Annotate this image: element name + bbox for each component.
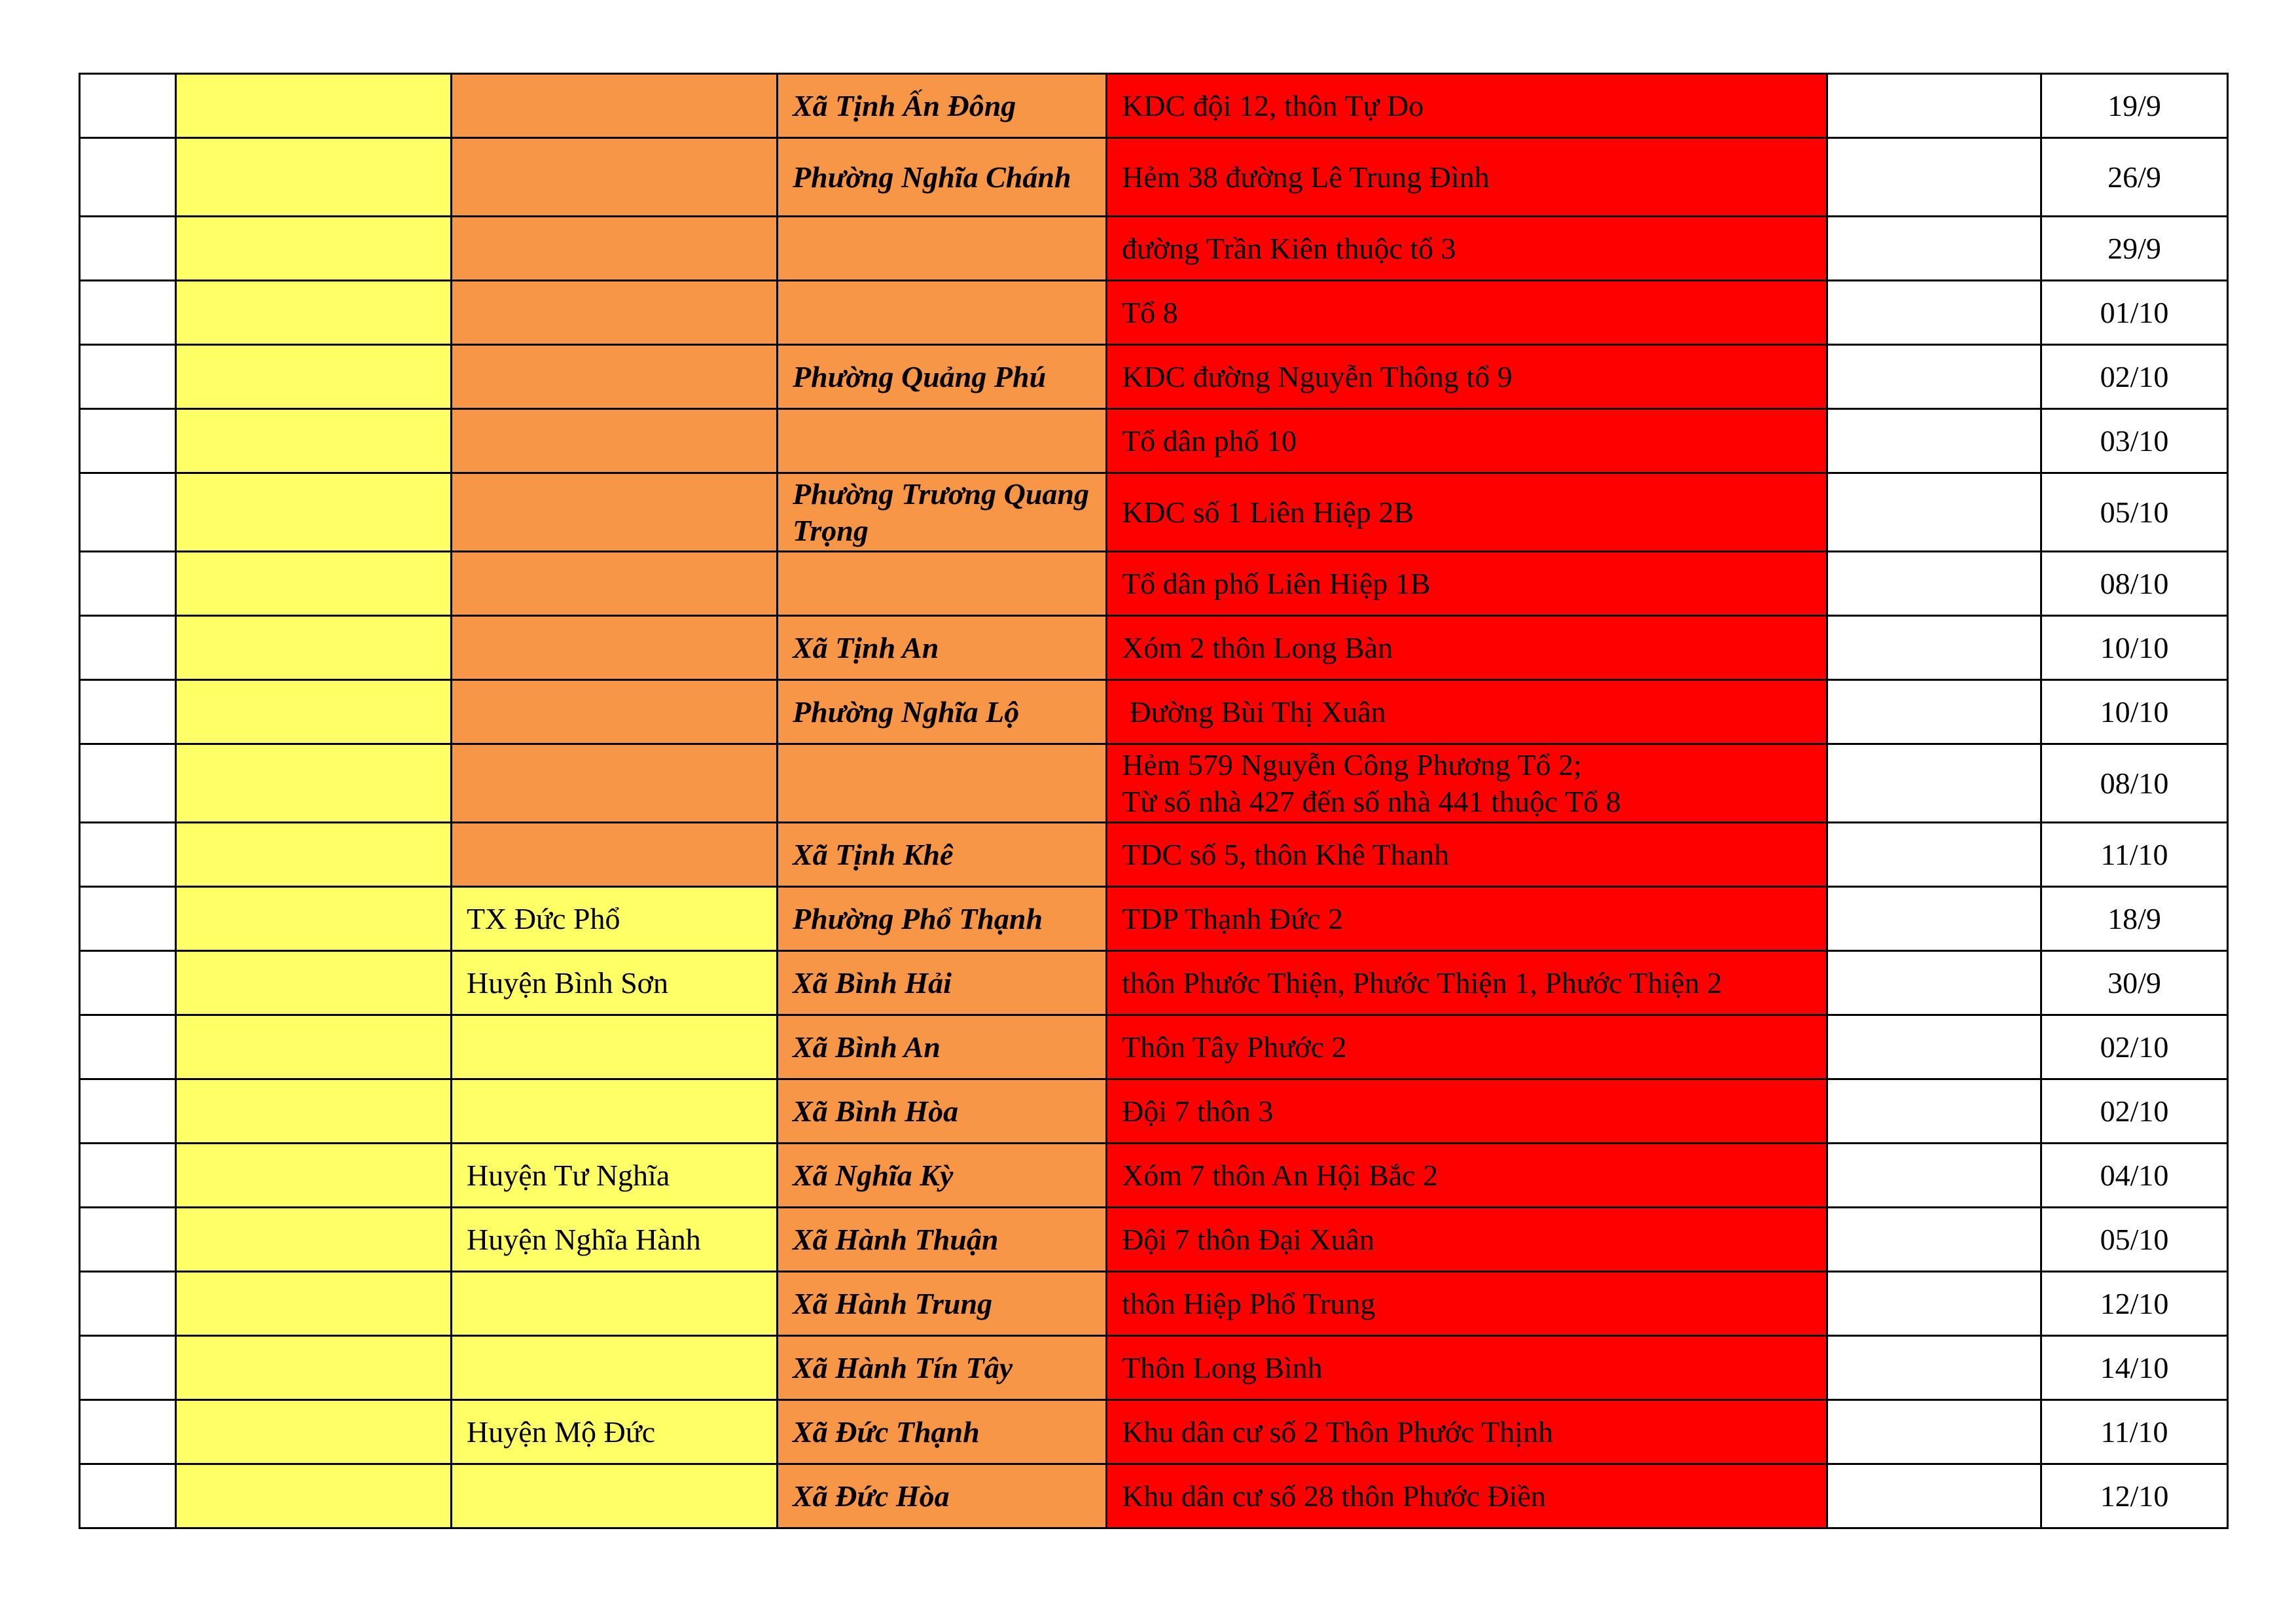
province-cell (176, 1336, 452, 1400)
table-row (80, 345, 2228, 409)
date-cell: 04/10 (2041, 1144, 2228, 1208)
index-cell (80, 138, 176, 217)
commune-cell: Phường Phổ Thạnh (778, 887, 1107, 951)
district-cell (452, 473, 778, 552)
location-cell (1107, 74, 1827, 138)
location-cell (1107, 1464, 1827, 1528)
index-cell (80, 1208, 176, 1272)
province-cell (176, 1079, 452, 1144)
commune-cell: Xã Hành Trung (778, 1272, 1107, 1336)
index-cell (80, 616, 176, 680)
commune-cell: Xã Bình An (778, 1015, 1107, 1079)
province-cell (176, 744, 452, 823)
location-line: thôn Phước Thiện, Phước Thiện 1, Phước Thiện 2 (1122, 965, 1722, 1000)
table-row (80, 138, 2228, 217)
date-cell: 12/10 (2041, 1272, 2228, 1336)
date-cell: 11/10 (2041, 1400, 2228, 1464)
district-cell: Huyện Mộ Đức (452, 1400, 778, 1464)
district-cell (452, 74, 778, 138)
province-cell (176, 281, 452, 345)
notes-cell (1827, 1144, 2041, 1208)
table-row (80, 281, 2228, 345)
commune-cell: Phường Trương Quang Trọng (778, 473, 1107, 552)
date-cell: 02/10 (2041, 1015, 2228, 1079)
index-cell (80, 823, 176, 887)
date-cell: 02/10 (2041, 1079, 2228, 1144)
province-cell (176, 1015, 452, 1079)
date-cell: 18/9 (2041, 887, 2228, 951)
table-row (80, 1400, 2228, 1464)
index-cell (80, 1144, 176, 1208)
notes-cell (1827, 552, 2041, 616)
district-cell (452, 1272, 778, 1336)
index-cell (80, 951, 176, 1015)
index-cell (80, 1079, 176, 1144)
location-cell (1107, 616, 1827, 680)
location-line: đường Trần Kiên thuộc tổ 3 (1122, 231, 1456, 265)
province-cell (176, 74, 452, 138)
province-cell (176, 1272, 452, 1336)
commune-cell: Xã Tịnh Khê (778, 823, 1107, 887)
location-cell (1107, 1144, 1827, 1208)
commune-cell: Xã Nghĩa Kỳ (778, 1144, 1107, 1208)
location-line: Đường Bùi Thị Xuân (1122, 695, 1386, 729)
date-cell: 11/10 (2041, 823, 2228, 887)
commune-cell (778, 552, 1107, 616)
index-cell (80, 74, 176, 138)
date-cell: 29/9 (2041, 217, 2228, 281)
location-line: Thôn Tây Phước 2 (1122, 1030, 1347, 1064)
index-cell (80, 1400, 176, 1464)
location-line: Xóm 7 thôn An Hội Bắc 2 (1122, 1158, 1438, 1192)
date-cell: 10/10 (2041, 680, 2228, 744)
district-cell (452, 552, 778, 616)
notes-cell (1827, 74, 2041, 138)
index-cell (80, 1336, 176, 1400)
notes-cell (1827, 1272, 2041, 1336)
table-row (80, 409, 2228, 473)
index-cell (80, 887, 176, 951)
commune-cell: Xã Bình Hòa (778, 1079, 1107, 1144)
date-cell: 08/10 (2041, 552, 2228, 616)
commune-cell (778, 409, 1107, 473)
date-cell: 30/9 (2041, 951, 2228, 1015)
location-line: KDC đội 12, thôn Tự Do (1122, 88, 1424, 122)
location-cell (1107, 473, 1827, 552)
notes-cell (1827, 744, 2041, 823)
location-line: Tổ dân phố Liên Hiệp 1B (1122, 566, 1431, 600)
district-cell (452, 409, 778, 473)
index-cell (80, 345, 176, 409)
district-cell (452, 680, 778, 744)
district-cell (452, 744, 778, 823)
location-line: Tổ 8 (1122, 295, 1178, 329)
table-row (80, 744, 2228, 823)
notes-cell (1827, 1015, 2041, 1079)
table-row (80, 887, 2228, 951)
province-cell (176, 823, 452, 887)
location-cell (1107, 345, 1827, 409)
location-cell (1107, 1079, 1827, 1144)
commune-cell: Phường Nghĩa Lộ (778, 680, 1107, 744)
notes-cell (1827, 281, 2041, 345)
location-cell (1107, 409, 1827, 473)
location-cell (1107, 887, 1827, 951)
date-cell: 05/10 (2041, 1208, 2228, 1272)
province-cell (176, 1400, 452, 1464)
notes-cell (1827, 823, 2041, 887)
location-cell (1107, 138, 1827, 217)
index-cell (80, 409, 176, 473)
date-cell: 12/10 (2041, 1464, 2228, 1528)
table-row (80, 951, 2228, 1015)
location-line: Thôn Long Bình (1122, 1350, 1323, 1384)
notes-cell (1827, 616, 2041, 680)
commune-cell: Xã Hành Thuận (778, 1208, 1107, 1272)
location-line: Đội 7 thôn 3 (1122, 1094, 1274, 1128)
location-cell (1107, 217, 1827, 281)
outbreak-locations-table (79, 73, 2229, 1529)
index-cell (80, 1015, 176, 1079)
table-row (80, 1272, 2228, 1336)
location-cell (1107, 680, 1827, 744)
location-cell (1107, 823, 1827, 887)
location-line: Hẻm 579 Nguyễn Công Phương Tổ 2; (1122, 748, 1582, 782)
commune-cell: Phường Quảng Phú (778, 345, 1107, 409)
location-line: Khu dân cư số 28 thôn Phước Điền (1122, 1479, 1546, 1513)
table-row (80, 823, 2228, 887)
province-cell (176, 887, 452, 951)
province-cell (176, 138, 452, 217)
district-cell: Huyện Nghĩa Hành (452, 1208, 778, 1272)
date-cell: 14/10 (2041, 1336, 2228, 1400)
date-cell: 19/9 (2041, 74, 2228, 138)
location-line: TDC số 5, thôn Khê Thanh (1122, 837, 1450, 871)
date-cell: 03/10 (2041, 409, 2228, 473)
location-cell (1107, 951, 1827, 1015)
location-cell (1107, 281, 1827, 345)
notes-cell (1827, 217, 2041, 281)
location-cell (1107, 1400, 1827, 1464)
table-row (80, 616, 2228, 680)
notes-cell (1827, 409, 2041, 473)
district-cell: Huyện Bình Sơn (452, 951, 778, 1015)
district-cell (452, 138, 778, 217)
table-body (80, 74, 2228, 1528)
date-cell: 05/10 (2041, 473, 2228, 552)
province-cell (176, 217, 452, 281)
province-cell (176, 1208, 452, 1272)
location-cell (1107, 1015, 1827, 1079)
province-cell (176, 1464, 452, 1528)
commune-cell: Xã Đức Thạnh (778, 1400, 1107, 1464)
table-row (80, 552, 2228, 616)
table-row (80, 217, 2228, 281)
location-line: Từ số nhà 427 đến số nhà 441 thuộc Tổ 8 (1122, 784, 1621, 818)
district-cell: TX Đức Phổ (452, 887, 778, 951)
location-line: KDC số 1 Liên Hiệp 2B (1122, 495, 1414, 529)
location-cell (1107, 744, 1827, 823)
table-row (80, 473, 2228, 552)
table-row (80, 1208, 2228, 1272)
location-cell (1107, 1272, 1827, 1336)
location-line: Đội 7 thôn Đại Xuân (1122, 1222, 1374, 1256)
table-row (80, 680, 2228, 744)
location-line: Khu dân cư số 2 Thôn Phước Thịnh (1122, 1415, 1553, 1449)
province-cell (176, 345, 452, 409)
commune-cell (778, 217, 1107, 281)
location-line: thôn Hiệp Phổ Trung (1122, 1286, 1376, 1320)
province-cell (176, 473, 452, 552)
index-cell (80, 473, 176, 552)
location-line: Xóm 2 thôn Long Bàn (1122, 630, 1393, 664)
notes-cell (1827, 1464, 2041, 1528)
location-line: Tổ dân phố 10 (1122, 424, 1297, 458)
location-cell (1107, 552, 1827, 616)
date-cell: 02/10 (2041, 345, 2228, 409)
commune-cell: Xã Đức Hòa (778, 1464, 1107, 1528)
notes-cell (1827, 1079, 2041, 1144)
commune-cell: Xã Tịnh An (778, 616, 1107, 680)
notes-cell (1827, 1208, 2041, 1272)
notes-cell (1827, 887, 2041, 951)
notes-cell (1827, 1400, 2041, 1464)
date-cell: 26/9 (2041, 138, 2228, 217)
index-cell (80, 680, 176, 744)
commune-cell: Xã Hành Tín Tây (778, 1336, 1107, 1400)
notes-cell (1827, 680, 2041, 744)
index-cell (80, 1272, 176, 1336)
province-cell (176, 616, 452, 680)
district-cell (452, 1079, 778, 1144)
location-line: KDC đường Nguyễn Thông tổ 9 (1122, 359, 1513, 393)
table-row (80, 74, 2228, 138)
table-row (80, 1336, 2228, 1400)
date-cell: 10/10 (2041, 616, 2228, 680)
location-cell (1107, 1336, 1827, 1400)
notes-cell (1827, 951, 2041, 1015)
district-cell (452, 1336, 778, 1400)
date-cell: 08/10 (2041, 744, 2228, 823)
district-cell (452, 281, 778, 345)
table-row (80, 1015, 2228, 1079)
table-row (80, 1144, 2228, 1208)
location-cell (1107, 1208, 1827, 1272)
province-cell (176, 680, 452, 744)
index-cell (80, 281, 176, 345)
commune-cell: Phường Nghĩa Chánh (778, 138, 1107, 217)
index-cell (80, 552, 176, 616)
date-cell: 01/10 (2041, 281, 2228, 345)
notes-cell (1827, 1336, 2041, 1400)
notes-cell (1827, 345, 2041, 409)
index-cell (80, 217, 176, 281)
province-cell (176, 951, 452, 1015)
commune-cell: Xã Tịnh Ấn Đông (778, 74, 1107, 138)
district-cell: Huyện Tư Nghĩa (452, 1144, 778, 1208)
location-line: TDP Thạnh Đức 2 (1122, 901, 1343, 935)
district-cell (452, 345, 778, 409)
province-cell (176, 409, 452, 473)
notes-cell (1827, 473, 2041, 552)
district-cell (452, 823, 778, 887)
table-row (80, 1464, 2228, 1528)
index-cell (80, 744, 176, 823)
notes-cell (1827, 138, 2041, 217)
province-cell (176, 552, 452, 616)
district-cell (452, 616, 778, 680)
table-row (80, 1079, 2228, 1144)
commune-cell (778, 281, 1107, 345)
commune-cell: Xã Bình Hải (778, 951, 1107, 1015)
district-cell (452, 1464, 778, 1528)
province-cell (176, 1144, 452, 1208)
district-cell (452, 217, 778, 281)
index-cell (80, 1464, 176, 1528)
location-line: Hẻm 38 đường Lê Trung Đình (1122, 160, 1490, 194)
commune-cell (778, 744, 1107, 823)
district-cell (452, 1015, 778, 1079)
